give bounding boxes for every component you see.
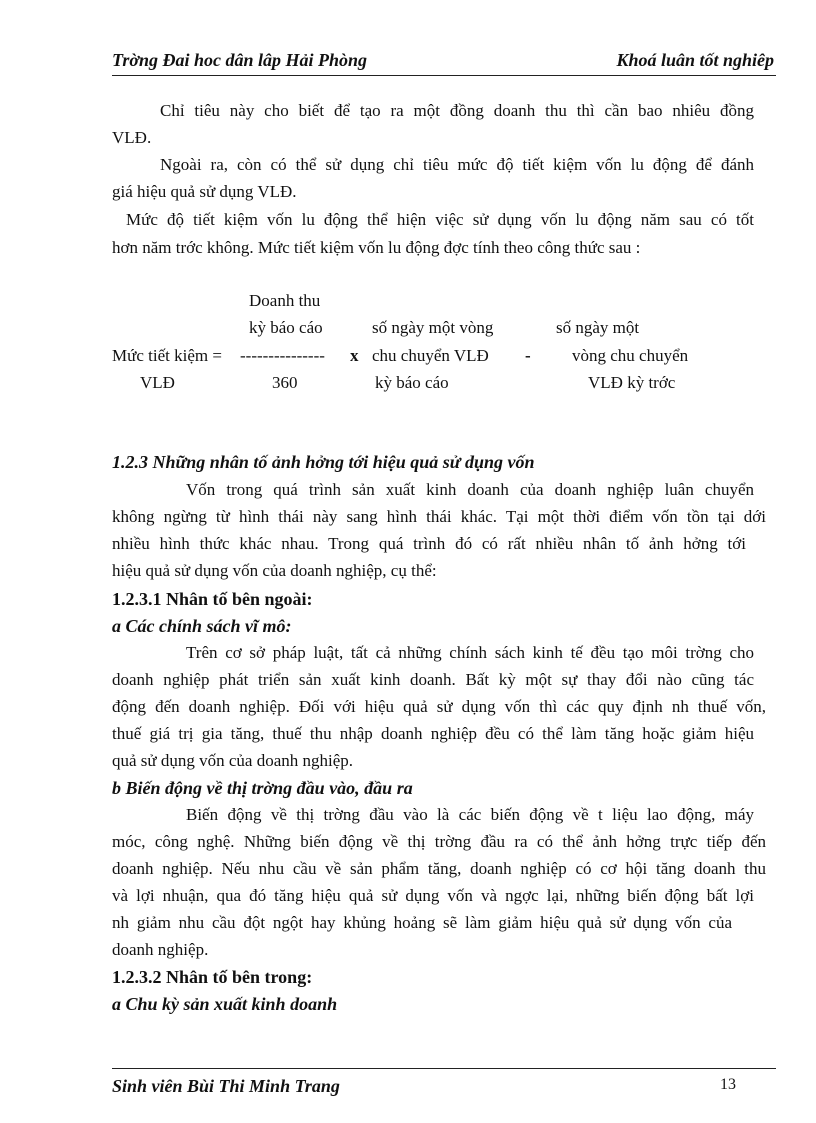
formula-360: 360	[272, 373, 298, 392]
footer-divider	[112, 1068, 776, 1069]
formula-vld: VLĐ	[140, 373, 175, 392]
subsection-a-line-4: thuế giá trị gia tăng, thuế thu nhập doanh nghiệp đều có thể làm tăng hoặc giảm hiệu	[112, 724, 754, 743]
subsection-b-line-4: và lợi nhuận, qua đó tăng hiệu quả sử dụng vốn và ngợc lại, những biến động bất lợi	[112, 886, 754, 905]
subsection-b-line-1: Biến động về thị trờng đầu vào là các biến động về t liệu lao động, máy	[186, 805, 754, 824]
section-1-2-3-line-4: hiệu quả sử dụng vốn của doanh nghiệp, cụ thể:	[112, 561, 437, 580]
paragraph-3-line-2: hơn năm trớc không. Mức tiết kiệm vốn lu động đợc tính theo công thức sau :	[112, 238, 641, 257]
subsection-b-title: b Biến động về thị trờng đầu vào, đầu ra	[112, 778, 413, 798]
formula-minus: -	[525, 346, 531, 365]
header-school-name: Trờng Đai hoc dân lâp Hải Phòng	[112, 50, 368, 70]
formula-ky-bao-cao: kỳ báo cáo	[249, 318, 323, 337]
formula-vld-ky-truoc: VLĐ kỳ trớc	[588, 373, 676, 392]
section-1-2-3-title: 1.2.3 Những nhân tố ảnh hởng tới hiệu quả sử dụng vốn	[112, 452, 535, 472]
paragraph-1-line-2: VLĐ.	[112, 128, 152, 147]
section-1-2-3-1-title: 1.2.3.1 Nhân tố bên ngoài:	[112, 589, 313, 609]
subsection-a-line-5: quả sử dụng vốn của doanh nghiệp.	[112, 751, 354, 770]
paragraph-1-line-1: Chỉ tiêu này cho biết để tạo ra một đồng doanh thu thì cần bao nhiêu đồng	[160, 101, 754, 120]
subsection-b-line-2: móc, công nghệ. Những biến động về thị trờng đầu ra có thể ảnh hởng trực tiếp đến	[112, 832, 766, 851]
section-1-2-3-line-2: không ngừng từ hình thái này sang hình thái khác. Tại một thời điểm vốn tồn tại dới	[112, 507, 766, 526]
paragraph-2-line-2: giá hiệu quả sử dụng VLĐ.	[112, 182, 297, 201]
subsection-a-line-3: động đến doanh nghiệp. Đối với hiệu quả sử dụng vốn thì các quy định nh thuế vốn,	[112, 697, 766, 716]
header-document-type: Khoá luân tốt nghiêp	[616, 50, 774, 70]
formula-ky-bao-cao-2: kỳ báo cáo	[375, 373, 449, 392]
section-1-2-3-line-1: Vốn trong quá trình sản xuất kinh doanh của doanh nghiệp luân chuyển	[186, 480, 754, 499]
formula-chu-chuyen-vld: chu chuyển VLĐ	[372, 346, 489, 365]
header-divider	[112, 75, 776, 76]
formula-so-ngay-mot: số ngày một	[556, 318, 640, 337]
formula-doanh-thu: Doanh thu	[249, 291, 321, 310]
paragraph-3-line-1: Mức độ tiết kiệm vốn lu động thể hiện việc sử dụng vốn lu động năm sau có tốt	[126, 210, 754, 229]
formula-fraction-bar: ---------------	[240, 346, 325, 365]
footer-student-name: Sinh viên Bùi Thi Minh Trang	[112, 1076, 340, 1096]
subsection-a-title: a Các chính sách vĩ mô:	[112, 616, 292, 636]
formula-so-ngay-mot-vong: số ngày một vòng	[372, 318, 494, 337]
section-1-2-3-2-title: 1.2.3.2 Nhân tố bên trong:	[112, 967, 313, 987]
subsection-b-line-5: nh giảm nhu cầu đột ngột hay khủng hoảng sẽ làm giảm hiệu quả sử dụng vốn của	[112, 913, 732, 932]
paragraph-2-line-1: Ngoài ra, còn có thể sử dụng chỉ tiêu mức độ tiết kiệm vốn lu động để đánh	[160, 155, 754, 174]
formula-vong-chu-chuyen: vòng chu chuyển	[572, 346, 689, 365]
formula-muc-tiet-kiem: Mức tiết kiệm =	[112, 346, 222, 365]
page-number: 13	[720, 1076, 736, 1093]
section-1-2-3-2-sub-a-title: a Chu kỳ sản xuất kinh doanh	[112, 994, 338, 1014]
subsection-b-line-3: doanh nghiệp. Nếu nhu cầu về sản phẩm tăng, doanh nghiệp có cơ hội tăng doanh thu	[112, 859, 766, 878]
subsection-a-line-1: Trên cơ sở pháp luật, tất cả những chính sách kinh tế đều tạo môi trờng cho	[186, 643, 754, 662]
subsection-a-line-2: doanh nghiệp phát triển sản xuất kinh doanh. Bất kỳ một sự thay đổi nào cũng tác	[112, 670, 754, 689]
section-1-2-3-line-3: nhiều hình thức khác nhau. Trong quá trình đó có rất nhiều nhân tố ảnh hởng tới	[112, 534, 746, 553]
subsection-b-line-6: doanh nghiệp.	[112, 940, 209, 959]
formula-multiply: x	[350, 346, 359, 365]
